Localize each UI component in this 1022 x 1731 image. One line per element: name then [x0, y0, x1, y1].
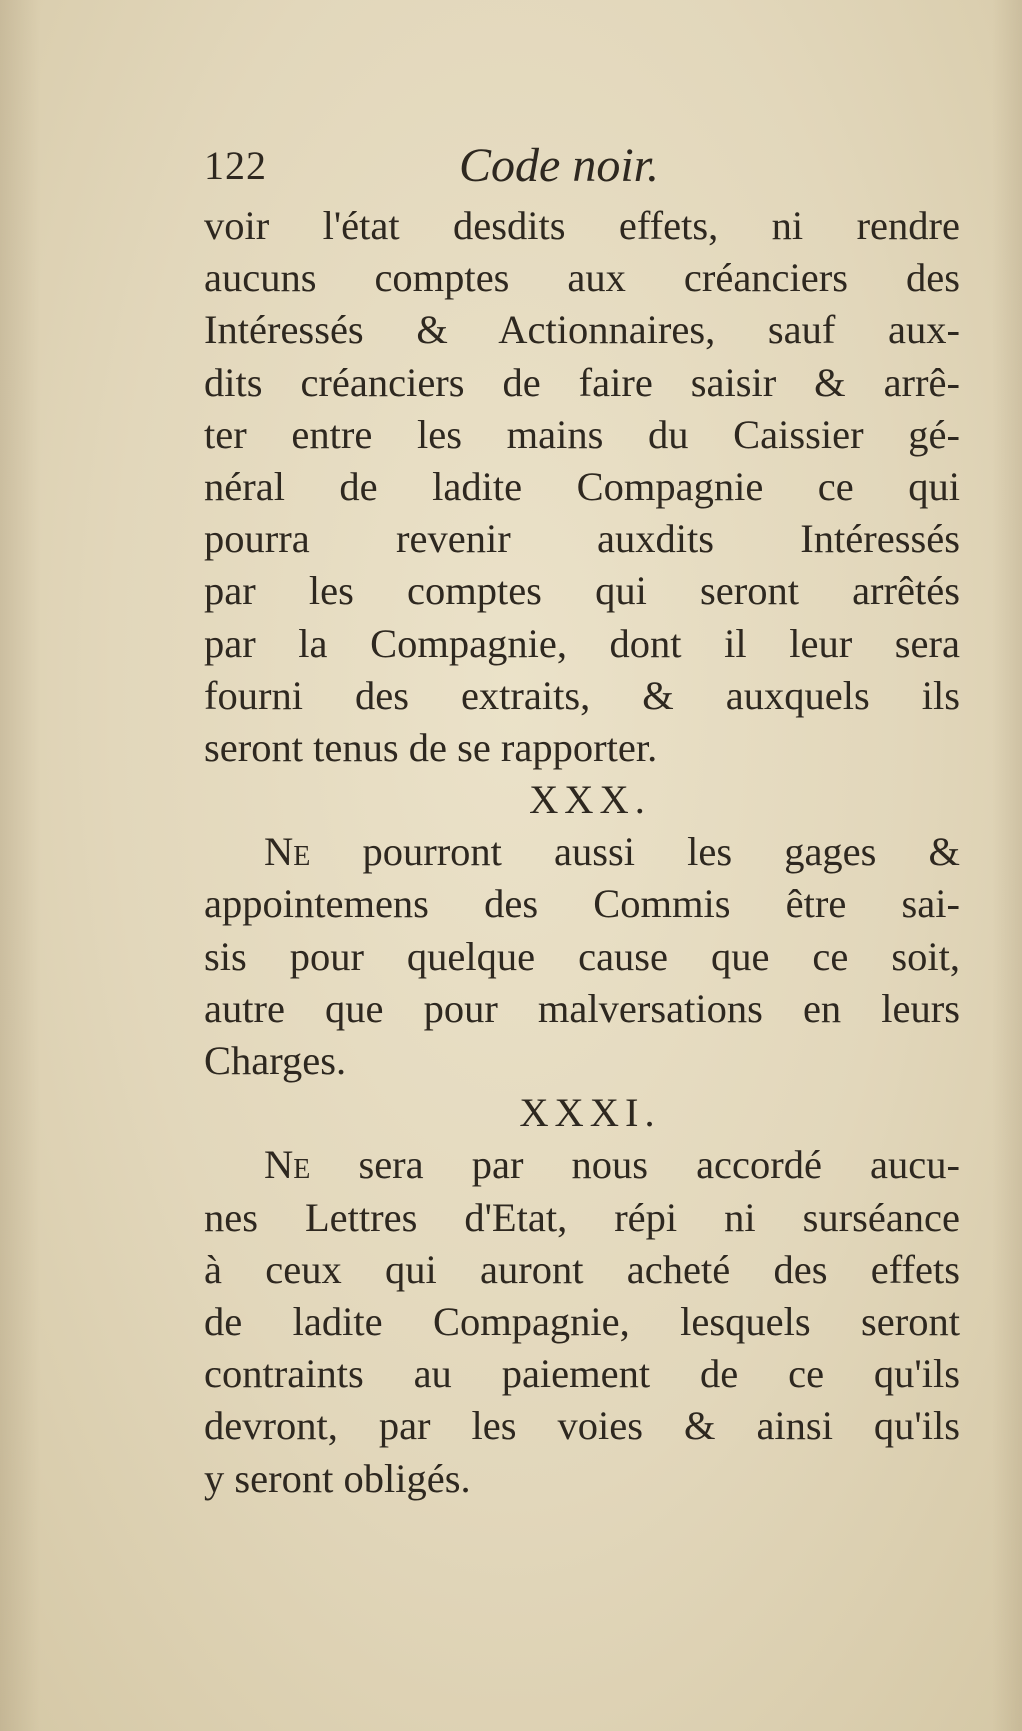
text-line: néral de ladite Compagnie ce qui [204, 463, 960, 509]
text-line: ter entre les mains du Caissier gé- [204, 411, 960, 457]
page-number: 122 [204, 143, 267, 188]
running-title: Code noir. [459, 139, 660, 192]
text-line: aucuns comptes aux créanciers des [204, 255, 960, 301]
article-heading-30: XXX. [529, 777, 651, 823]
page-body [204, 200, 960, 1505]
text-line: de ladite Compagnie, lesquels seront [204, 1298, 960, 1344]
text-line: dits créanciers de faire saisir & arrê- [204, 359, 960, 405]
text-line: sis pour quelque cause que ce soit, [204, 933, 960, 979]
text-line: devront, par les voies & ainsi qu'ils [204, 1403, 960, 1449]
text-line: seront tenus de se rapporter. [204, 724, 658, 770]
text-line: contraints au paiement de ce qu'ils [204, 1351, 960, 1397]
article-30-first-word: Ne [264, 829, 311, 875]
text-line: Charges. [204, 1038, 347, 1083]
article-31-first-line-rest: sera par nous accordé aucu- [358, 1142, 960, 1188]
text-line: Intéressés & Actionnaires, sauf aux- [204, 307, 960, 353]
article-31-first-word: Ne [264, 1142, 311, 1188]
article-31-first-line [204, 1139, 960, 1191]
article-heading-31: XXXI. [519, 1090, 661, 1136]
text-line: nes Lettres d'Etat, répi ni surséance [204, 1194, 960, 1240]
text-line: appointemens des Commis être sai- [204, 881, 960, 927]
text-line: autre que pour malversations en leurs [204, 985, 960, 1031]
article-30-first-line-rest: pourront aussi les gages & [362, 829, 960, 875]
text-line: fourni des extraits, & auxquels ils [204, 672, 960, 718]
text-line: par les comptes qui seront arrêtés [204, 568, 960, 614]
text-line: à ceux qui auront acheté des effets [204, 1246, 960, 1292]
page-header [204, 139, 964, 202]
text-line: voir l'état desdits effets, ni rendre [204, 203, 960, 248]
text-line: y seront obligés. [204, 1455, 471, 1501]
text-line: par la Compagnie, dont il leur sera [204, 620, 960, 666]
article-30-first-line [204, 826, 960, 878]
text-line: pourra revenir auxdits Intéressés [204, 516, 960, 562]
